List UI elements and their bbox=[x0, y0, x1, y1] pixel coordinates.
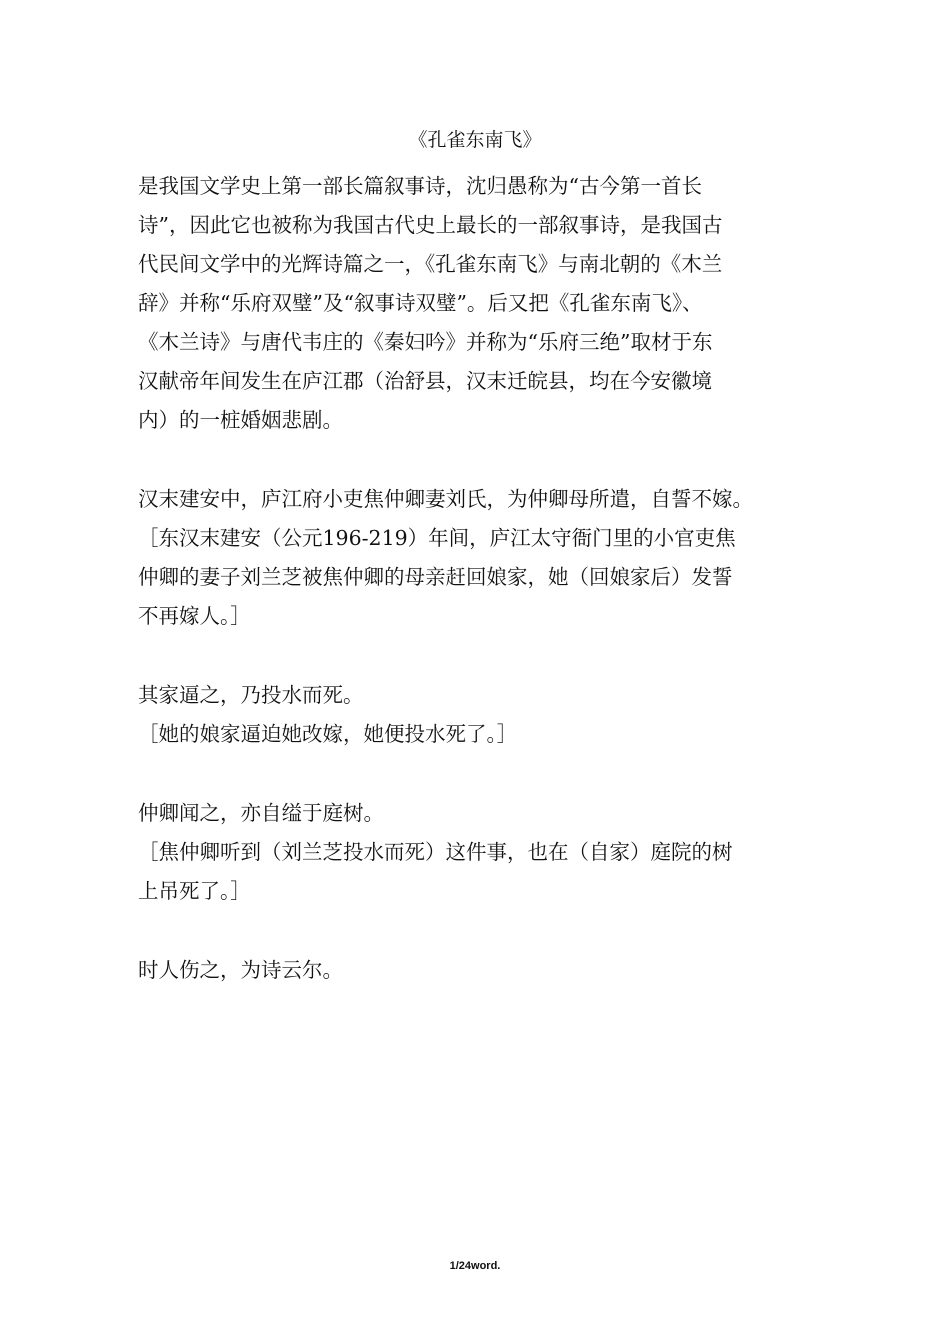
text-line: 时人伤之，为诗云尔。 bbox=[138, 958, 343, 982]
text-line: 汉末建安中，庐江府小吏焦仲卿妻刘氏，为仲卿母所遣，自誓不嫁。 bbox=[138, 487, 753, 511]
document-title: 《孔雀东南飞》 bbox=[408, 129, 542, 151]
text-line: 上吊死了。］ bbox=[138, 879, 251, 903]
paragraph-spacer bbox=[138, 911, 828, 951]
paragraph-spacer bbox=[138, 440, 828, 480]
text-line: 辞》并称“乐府双璧”及“叙事诗双璧”。后又把《孔雀东南飞》、 bbox=[138, 291, 703, 315]
paragraph-intro bbox=[138, 167, 828, 440]
paragraph-family-pressure bbox=[138, 676, 828, 754]
document-body bbox=[138, 167, 828, 990]
paragraph-spacer bbox=[138, 754, 828, 794]
paragraph-spacer bbox=[138, 636, 828, 676]
paragraph-closing bbox=[138, 951, 828, 990]
text-line: ［她的娘家逼迫她改嫁，她便投水死了。］ bbox=[138, 722, 518, 746]
text-line: 仲卿闻之，亦自缢于庭树。 bbox=[138, 801, 384, 825]
text-line: 诗”，因此它也被称为我国古代史上最长的一部叙事诗，是我国古 bbox=[138, 213, 723, 237]
text-line: 其家逼之，乃投水而死。 bbox=[138, 683, 364, 707]
paragraph-preface bbox=[138, 480, 828, 636]
text-line: 代民间文学中的光辉诗篇之一，《孔雀东南飞》与南北朝的《木兰 bbox=[138, 252, 723, 276]
text-line: ［焦仲卿听到（刘兰芝投水而死）这件事，也在（自家）庭院的树 bbox=[138, 840, 733, 864]
text-line: 内）的一桩婚姻悲剧。 bbox=[138, 408, 343, 432]
text-line: ［东汉末建安（公元196-219）年间，庐江太守衙门里的小官吏焦 bbox=[138, 526, 736, 550]
page-footer: 1/24word. bbox=[449, 1260, 501, 1272]
text-line: 《木兰诗》与唐代韦庄的《秦妇吟》并称为“乐府三绝”取材于东 bbox=[138, 330, 713, 354]
text-line: 不再嫁人。］ bbox=[138, 604, 251, 628]
paragraph-zhongqing bbox=[138, 794, 828, 911]
text-line: 是我国文学史上第一部长篇叙事诗，沈归愚称为“古今第一首长 bbox=[138, 174, 702, 198]
text-line: 汉献帝年间发生在庐江郡（治舒县，汉末迁皖县，均在今安徽境 bbox=[138, 369, 712, 393]
text-line: 仲卿的妻子刘兰芝被焦仲卿的母亲赶回娘家，她（回娘家后）发誓 bbox=[138, 565, 733, 589]
